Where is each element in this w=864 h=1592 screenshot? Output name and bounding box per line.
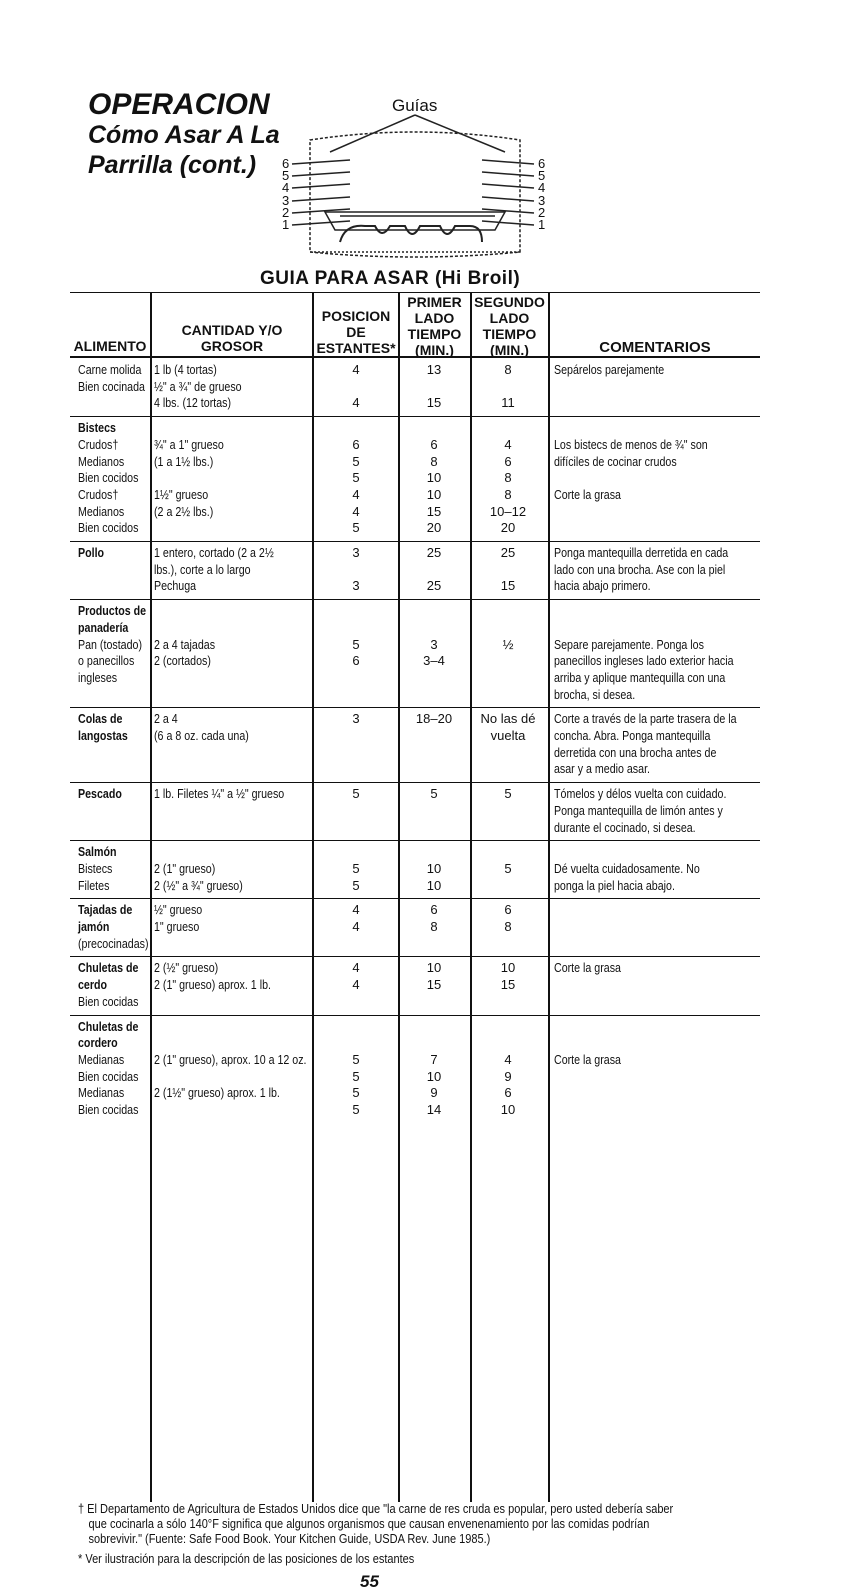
cell-pos: 4 xyxy=(352,902,360,918)
cell-first: 3 xyxy=(430,636,438,652)
footnote-dagger: † El Departamento de Agricultura de Estados Unidos dice que "la carne de res cruda es popular, pero usted debería saber que cocinarla a sólo 140°F significa que algunos organismos que causan envenenamiento por las comidas podrían sobrevivir." (Fuente: Safe Food Book. Your Kitchen Guide, USDA Rev. June 1985.) xyxy=(78,1502,674,1546)
rack-number-left: 5 xyxy=(282,168,290,183)
cell-first: 10 xyxy=(426,1068,442,1084)
cell-first: 9 xyxy=(430,1085,438,1101)
cell-food: Colas de xyxy=(78,711,123,727)
rack-number-right: 4 xyxy=(538,180,546,195)
cell-first: 25 xyxy=(426,578,442,594)
cell-first: 8 xyxy=(430,919,438,934)
cell-food: Productos de xyxy=(78,603,147,619)
header-comentarios: COMENTARIOS xyxy=(599,339,711,356)
rack-guide-right xyxy=(482,172,534,176)
cell-qty: 1½" grueso xyxy=(154,486,209,502)
cell-pos: 5 xyxy=(352,877,360,893)
cell-qty: ½" a ¾" de grueso xyxy=(154,378,242,394)
cell-comments: hacia abajo primero. xyxy=(554,578,651,594)
cell-first: 18–20 xyxy=(415,711,453,727)
guias-label: Guías xyxy=(392,96,438,115)
cell-pos: 4 xyxy=(352,919,360,934)
rack-number-right: 6 xyxy=(538,156,546,171)
cell-second: 6 xyxy=(504,453,512,469)
cell-pos: 5 xyxy=(352,860,360,876)
cell-comments: Ponga mantequilla de limón antes y xyxy=(554,802,723,818)
cell-pos: 4 xyxy=(352,486,360,502)
cell-food: Bistecs xyxy=(78,420,116,436)
cell-food: Tajadas de xyxy=(78,902,133,918)
cell-first: 10 xyxy=(426,960,442,976)
cell-food: Medianos xyxy=(78,453,125,469)
cell-second: 20 xyxy=(500,520,516,536)
cell-first: 7 xyxy=(430,1051,438,1067)
cell-first: 15 xyxy=(426,395,442,411)
cell-pos: 6 xyxy=(352,436,360,452)
rack-guide-right xyxy=(482,160,534,164)
cell-qty: 1 entero, cortado (2 a 2½ xyxy=(154,545,274,560)
cell-pos: 5 xyxy=(352,470,360,486)
cell-qty: (2 a 2½ lbs.) xyxy=(154,503,214,519)
cell-qty: 2 (1" grueso) xyxy=(154,860,216,876)
table-top-rule xyxy=(70,292,760,293)
cell-food: panadería xyxy=(78,619,129,635)
cell-food: Pollo xyxy=(78,545,105,560)
cell-qty: (6 a 8 oz. cada una) xyxy=(154,728,249,743)
cell-food: Bien cocidas xyxy=(78,1102,139,1117)
cell-pos: 5 xyxy=(352,1051,360,1067)
cell-pos: 3 xyxy=(352,711,360,727)
rack-guide-right xyxy=(482,197,534,201)
rack-guide-left xyxy=(292,172,350,176)
cell-food: o panecillos xyxy=(78,653,135,669)
cell-second: 6 xyxy=(504,1085,512,1101)
cell-food: Pescado xyxy=(78,786,122,802)
cell-comments: Separe parejamente. Ponga los xyxy=(554,636,704,652)
cell-second: 10–12 xyxy=(489,503,527,519)
section-rule xyxy=(70,956,760,957)
section-rule xyxy=(70,416,760,417)
cell-qty: 1 lb. Filetes ¼" a ½" grueso xyxy=(154,786,285,802)
cell-food: langostas xyxy=(78,728,128,743)
header-segundo: SEGUNDO LADO TIEMPO (MIN.) xyxy=(474,294,545,358)
cell-pos: 4 xyxy=(352,977,360,993)
cell-pos: 4 xyxy=(352,362,360,377)
cell-qty: 2 (cortados) xyxy=(154,653,211,669)
cell-qty: (1 a 1½ lbs.) xyxy=(154,453,214,469)
section-rule xyxy=(70,707,760,708)
cell-food: Bien cocinada xyxy=(78,378,145,394)
cell-comments: Corte a través de la parte trasera de la xyxy=(554,711,737,727)
cell-pos: 4 xyxy=(352,395,360,411)
cell-qty: 2 a 4 tajadas xyxy=(154,636,216,652)
cell-pos: 5 xyxy=(352,520,360,536)
cell-qty: ½" grueso xyxy=(154,902,203,918)
cell-first: 10 xyxy=(426,877,442,893)
cell-first: 20 xyxy=(426,520,442,536)
cell-comments: lado con una brocha. Ase con la piel xyxy=(554,561,726,577)
section-rule xyxy=(70,898,760,899)
cell-comments: durante el cocinado, si desea. xyxy=(554,819,696,835)
cell-pos: 5 xyxy=(352,786,360,802)
cell-food: Bistecs xyxy=(78,860,113,876)
cell-pos: 3 xyxy=(352,578,360,594)
cell-food: Salmón xyxy=(78,844,117,860)
cell-food: Filetes xyxy=(78,877,110,893)
cell-first: 10 xyxy=(426,470,442,486)
cell-food: Chuletas de xyxy=(78,960,139,976)
cell-pos: 5 xyxy=(352,636,360,652)
cell-food: Medianas xyxy=(78,1051,125,1067)
cell-second: 6 xyxy=(504,902,512,918)
cell-first: 15 xyxy=(426,977,442,993)
cell-first: 8 xyxy=(430,453,438,469)
cell-first: 5 xyxy=(430,786,438,802)
cell-comments: difíciles de cocinar crudos xyxy=(554,453,677,469)
cell-comments: asar y a medio asar. xyxy=(554,761,650,777)
cell-food: Medianos xyxy=(78,503,125,519)
cell-second: 15 xyxy=(500,977,516,993)
cell-first: 10 xyxy=(426,860,442,876)
cell-pos: 3 xyxy=(352,545,360,560)
section-rule xyxy=(70,1015,760,1016)
cell-comments: derretida con una brocha antes de xyxy=(554,744,717,760)
cell-food: Chuletas de xyxy=(78,1018,139,1034)
cell-food: cerdo xyxy=(78,977,108,993)
cell-second: 10 xyxy=(500,960,516,976)
rack-number-left: 1 xyxy=(282,217,290,232)
rack-guide-left xyxy=(292,197,350,201)
header-posicion: POSICION DE ESTANTES* xyxy=(316,308,396,356)
col-divider-3 xyxy=(398,292,400,1502)
header-alimento: ALIMENTO xyxy=(73,338,147,354)
rack-number-right: 1 xyxy=(538,217,546,232)
rack-number-left: 2 xyxy=(282,205,290,220)
rack-guide-left xyxy=(292,184,350,188)
cell-pos: 4 xyxy=(352,503,360,519)
cell-second: 4 xyxy=(504,436,512,452)
cell-food: Carne molida xyxy=(78,362,142,377)
footnote-asterisk: * Ver ilustración para la descripción de las posiciones de los estantes xyxy=(78,1552,415,1566)
cell-food: (precocinadas) xyxy=(78,935,149,951)
cell-first: 14 xyxy=(426,1102,442,1117)
rack-number-left: 6 xyxy=(282,156,290,171)
cell-second: 8 xyxy=(504,486,512,502)
section-rule xyxy=(70,541,760,542)
cell-food: Bien cocidos xyxy=(78,520,139,536)
cell-pos: 6 xyxy=(352,653,360,669)
section-rule xyxy=(70,782,760,783)
cell-qty: 1 lb (4 tortas) xyxy=(154,362,217,377)
cell-qty: 2 (1½" grueso) aprox. 1 lb. xyxy=(154,1085,280,1101)
col-divider-2 xyxy=(312,292,314,1502)
cell-qty: 1" grueso xyxy=(154,919,200,934)
cell-food: Bien cocidas xyxy=(78,993,139,1009)
cell-food: Crudos† xyxy=(78,486,119,502)
cell-first: 6 xyxy=(430,436,438,452)
cell-comments: Corte la grasa xyxy=(554,1051,621,1067)
cell-comments: arriba y aplique mantequilla con una xyxy=(554,669,726,685)
rack-number-left: 3 xyxy=(282,193,290,208)
cell-second: 4 xyxy=(504,1051,512,1067)
cell-first: 15 xyxy=(426,503,442,519)
rack-number-right: 3 xyxy=(538,193,546,208)
section-title: OPERACION xyxy=(88,88,270,121)
cell-pos: 5 xyxy=(352,453,360,469)
cell-qty: 2 (½" grueso) xyxy=(154,960,219,976)
cell-pos: 5 xyxy=(352,1102,360,1117)
cell-comments: brocha, si desea. xyxy=(554,686,636,702)
cell-second: ½ xyxy=(502,636,514,652)
cell-food: Pan (tostado) xyxy=(78,636,142,652)
cell-qty: 2 (1" grueso), aprox. 10 a 12 oz. xyxy=(154,1051,307,1067)
col-divider-1 xyxy=(150,292,152,1502)
table-title: GUIA PARA ASAR (Hi Broil) xyxy=(260,268,521,289)
rack-guide-left xyxy=(292,221,350,225)
cell-food: Bien cocidos xyxy=(78,470,139,486)
section-rule xyxy=(70,599,760,600)
cell-qty: 2 (½" a ¾" grueso) xyxy=(154,877,243,893)
rack-number-right: 2 xyxy=(538,205,546,220)
title-block xyxy=(88,90,280,180)
rack-guide-left xyxy=(292,160,350,164)
oven-rack-diagram xyxy=(270,112,560,267)
cell-qty: lbs.), corte a lo largo xyxy=(154,561,251,577)
cell-second: No las dé xyxy=(480,711,536,727)
cell-first: 25 xyxy=(426,545,442,560)
cell-comments: Los bistecs de menos de ¾" son xyxy=(554,436,708,452)
cell-food: jamón xyxy=(78,919,110,934)
cell-qty: ¾" a 1" grueso xyxy=(154,436,224,452)
cell-second: 9 xyxy=(504,1068,512,1084)
subtitle-line-1: Cómo Asar A La xyxy=(88,121,280,149)
cell-food: ingleses xyxy=(78,669,118,685)
cell-pos: 5 xyxy=(352,1085,360,1101)
cell-comments: Sepárelos parejamente xyxy=(554,362,665,377)
cell-qty: 2 (1" grueso) aprox. 1 lb. xyxy=(154,977,271,993)
header-cantidad: CANTIDAD Y/O GROSOR xyxy=(181,322,283,354)
cell-second: 8 xyxy=(504,362,512,377)
cell-second: 15 xyxy=(500,578,516,594)
cell-second: 10 xyxy=(500,1102,516,1117)
col-divider-4 xyxy=(470,292,472,1502)
col-divider-5 xyxy=(548,292,550,1502)
rack-number-right: 5 xyxy=(538,168,546,183)
rack-guide-right xyxy=(482,184,534,188)
cell-comments: Corte la grasa xyxy=(554,960,621,976)
cell-first: 6 xyxy=(430,902,438,918)
cell-comments: Tómelos y délos vuelta con cuidado. xyxy=(554,786,727,802)
rack-guide-right xyxy=(482,221,534,225)
header-primer: PRIMER LADO TIEMPO (MIN.) xyxy=(407,294,462,358)
cell-food: cordero xyxy=(78,1035,118,1051)
cell-second: 11 xyxy=(501,395,515,411)
cell-food: Bien cocidas xyxy=(78,1068,139,1084)
rack-number-left: 4 xyxy=(282,180,290,195)
cell-first: 13 xyxy=(426,362,442,377)
cell-first: 3–4 xyxy=(423,653,445,669)
page-number: 55 xyxy=(360,1572,379,1591)
cell-comments: Corte la grasa xyxy=(554,486,621,502)
cell-comments: panecillos ingleses lado exterior hacia xyxy=(554,653,734,669)
cell-comments: ponga la piel hacia abajo. xyxy=(554,877,675,893)
cell-qty: 4 lbs. (12 tortas) xyxy=(154,395,232,411)
cell-comments: Dé vuelta cuidadosamente. No xyxy=(554,860,700,876)
cell-food: Medianas xyxy=(78,1085,125,1101)
cell-food: Crudos† xyxy=(78,436,119,452)
cell-second: 5 xyxy=(504,786,512,802)
cell-first: 10 xyxy=(426,486,442,502)
subtitle-line-2: Parrilla (cont.) xyxy=(88,151,257,179)
cell-comments: Ponga mantequilla derretida en cada xyxy=(554,545,729,560)
cell-comments: concha. Abra. Ponga mantequilla xyxy=(554,728,711,743)
cell-second: 8 xyxy=(504,919,512,934)
cell-second: 25 xyxy=(500,545,516,560)
cell-qty: 2 a 4 xyxy=(154,711,178,727)
cell-second: vuelta xyxy=(490,728,526,743)
cell-pos: 4 xyxy=(352,960,360,976)
section-rule xyxy=(70,840,760,841)
cell-qty: Pechuga xyxy=(154,578,197,594)
cell-pos: 5 xyxy=(352,1068,360,1084)
cell-second: 5 xyxy=(504,860,512,876)
cell-second: 8 xyxy=(504,470,512,486)
